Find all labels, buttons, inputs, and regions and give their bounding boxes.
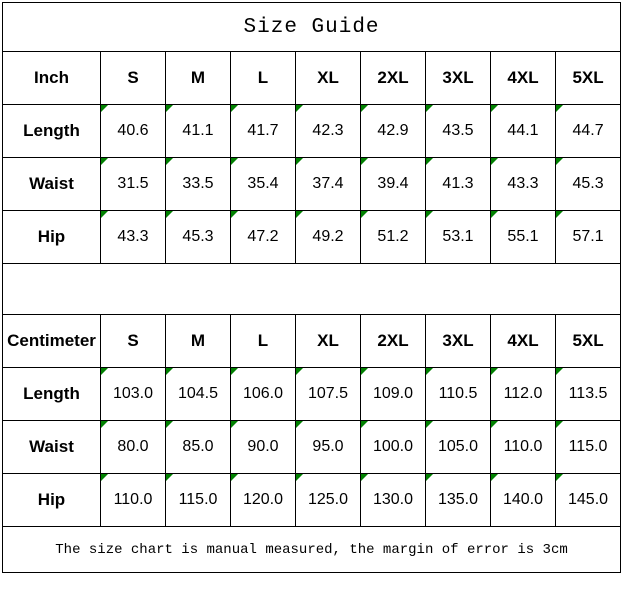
value-cell — [231, 474, 296, 527]
size-header-s: S — [101, 315, 166, 368]
value-cell — [101, 158, 166, 211]
value-text: 110.0 — [503, 438, 543, 455]
value-text: 41.3 — [442, 175, 474, 192]
inch-table-row-hip — [3, 211, 621, 264]
cell-corner-flag-icon — [426, 421, 433, 428]
cell-corner-flag-icon — [166, 211, 173, 218]
cell-corner-flag-icon — [231, 474, 238, 481]
value-cell — [556, 105, 621, 158]
cell-corner-flag-icon — [426, 474, 433, 481]
cell-corner-flag-icon — [556, 368, 563, 375]
cell-corner-flag-icon — [296, 474, 303, 481]
value-cell — [491, 211, 556, 264]
cell-corner-flag-icon — [556, 105, 563, 112]
size-header-3xl: 3XL — [426, 52, 491, 105]
value-cell — [426, 421, 491, 474]
value-text: 44.7 — [572, 122, 604, 139]
cm-table-row-hip — [3, 474, 621, 527]
value-text: 49.2 — [312, 228, 344, 245]
cell-corner-flag-icon — [296, 421, 303, 428]
value-cell — [296, 158, 361, 211]
footer-note: The size chart is manual measured, the margin of error is 3cm — [3, 527, 621, 573]
value-text: 140.0 — [502, 491, 544, 508]
size-guide-table — [2, 2, 621, 573]
value-text: 43.3 — [507, 175, 539, 192]
spacer-cell — [3, 264, 621, 315]
value-text: 95.0 — [312, 438, 344, 455]
value-cell — [491, 421, 556, 474]
row-label: Length — [3, 368, 101, 421]
size-header-4xl: 4XL — [491, 52, 556, 105]
cell-corner-flag-icon — [231, 105, 238, 112]
value-cell — [101, 474, 166, 527]
value-cell — [361, 105, 426, 158]
value-text: 39.4 — [377, 175, 409, 192]
value-text: 45.3 — [182, 228, 214, 245]
value-text: 80.0 — [117, 438, 149, 455]
value-cell — [556, 474, 621, 527]
value-cell — [166, 105, 231, 158]
value-text: 115.0 — [178, 491, 218, 508]
cm-table-header-row — [3, 315, 621, 368]
value-cell — [231, 368, 296, 421]
value-cell — [231, 421, 296, 474]
size-header-m: M — [166, 52, 231, 105]
cell-corner-flag-icon — [556, 421, 563, 428]
spacer-row — [3, 264, 621, 315]
cell-corner-flag-icon — [556, 211, 563, 218]
spacer-section — [3, 264, 621, 315]
value-text: 90.0 — [247, 438, 279, 455]
footer-row — [3, 527, 621, 573]
cell-corner-flag-icon — [296, 158, 303, 165]
value-cell — [361, 474, 426, 527]
value-cell — [101, 421, 166, 474]
title-row — [3, 3, 621, 52]
value-cell — [166, 474, 231, 527]
value-text: 43.3 — [117, 228, 149, 245]
value-cell — [556, 211, 621, 264]
cell-corner-flag-icon — [361, 368, 368, 375]
cell-corner-flag-icon — [101, 158, 108, 165]
size-header-xl: XL — [296, 52, 361, 105]
size-header-xl: XL — [296, 315, 361, 368]
size-header-l: L — [231, 52, 296, 105]
inch-table-row-waist — [3, 158, 621, 211]
value-text: 57.1 — [572, 228, 604, 245]
cell-corner-flag-icon — [491, 474, 498, 481]
value-cell — [166, 368, 231, 421]
value-text: 55.1 — [507, 228, 539, 245]
row-label: Waist — [3, 421, 101, 474]
value-cell — [296, 368, 361, 421]
page-title: Size Guide — [3, 3, 621, 52]
value-text: 120.0 — [242, 491, 284, 508]
unit-label: Centimeter — [3, 315, 101, 368]
value-cell — [361, 211, 426, 264]
cell-corner-flag-icon — [231, 368, 238, 375]
cell-corner-flag-icon — [556, 158, 563, 165]
value-text: 112.0 — [503, 385, 543, 402]
cell-corner-flag-icon — [231, 421, 238, 428]
value-text: 44.1 — [507, 122, 539, 139]
size-header-3xl: 3XL — [426, 315, 491, 368]
size-header-s: S — [101, 52, 166, 105]
inch-section — [3, 52, 621, 264]
size-header-2xl: 2XL — [361, 315, 426, 368]
cell-corner-flag-icon — [491, 105, 498, 112]
cell-corner-flag-icon — [426, 158, 433, 165]
value-cell — [491, 158, 556, 211]
value-text: 37.4 — [312, 175, 344, 192]
value-text: 85.0 — [182, 438, 214, 455]
value-cell — [296, 421, 361, 474]
value-text: 43.5 — [442, 122, 474, 139]
value-text: 125.0 — [307, 491, 349, 508]
value-text: 104.5 — [177, 385, 219, 402]
value-cell — [556, 158, 621, 211]
cell-corner-flag-icon — [491, 368, 498, 375]
value-text: 100.0 — [372, 438, 414, 455]
cell-corner-flag-icon — [426, 211, 433, 218]
cell-corner-flag-icon — [296, 368, 303, 375]
cell-corner-flag-icon — [231, 211, 238, 218]
cell-corner-flag-icon — [361, 421, 368, 428]
cell-corner-flag-icon — [361, 211, 368, 218]
value-cell — [556, 368, 621, 421]
inch-table-header-row — [3, 52, 621, 105]
value-text: 145.0 — [568, 491, 609, 508]
row-label: Waist — [3, 158, 101, 211]
value-text: 135.0 — [437, 491, 479, 508]
value-cell — [361, 158, 426, 211]
cell-corner-flag-icon — [166, 158, 173, 165]
cell-corner-flag-icon — [296, 105, 303, 112]
cell-corner-flag-icon — [101, 211, 108, 218]
value-text: 107.5 — [307, 385, 349, 402]
cell-corner-flag-icon — [491, 421, 498, 428]
value-cell — [426, 158, 491, 211]
cell-corner-flag-icon — [426, 105, 433, 112]
cell-corner-flag-icon — [166, 474, 173, 481]
cell-corner-flag-icon — [491, 211, 498, 218]
cell-corner-flag-icon — [101, 368, 108, 375]
value-text: 41.7 — [247, 122, 279, 139]
row-label: Hip — [3, 474, 101, 527]
value-cell — [296, 105, 361, 158]
value-cell — [296, 211, 361, 264]
size-header-5xl: 5XL — [556, 52, 621, 105]
value-text: 40.6 — [117, 122, 149, 139]
value-cell — [491, 368, 556, 421]
cell-corner-flag-icon — [491, 158, 498, 165]
value-cell — [101, 105, 166, 158]
value-cell — [426, 105, 491, 158]
value-text: 42.9 — [377, 122, 409, 139]
value-cell — [361, 368, 426, 421]
value-cell — [361, 421, 426, 474]
centimeter-section — [3, 315, 621, 527]
value-text: 53.1 — [442, 228, 474, 245]
value-text: 45.3 — [572, 175, 604, 192]
cell-corner-flag-icon — [361, 474, 368, 481]
size-header-m: M — [166, 315, 231, 368]
value-text: 105.0 — [437, 438, 479, 455]
value-cell — [231, 158, 296, 211]
cell-corner-flag-icon — [361, 158, 368, 165]
value-text: 31.5 — [117, 175, 149, 192]
cell-corner-flag-icon — [231, 158, 238, 165]
cell-corner-flag-icon — [101, 421, 108, 428]
value-text: 109.0 — [372, 385, 414, 402]
cell-corner-flag-icon — [101, 105, 108, 112]
value-text: 115.0 — [568, 438, 608, 455]
value-cell — [231, 211, 296, 264]
value-text: 41.1 — [182, 122, 214, 139]
value-text: 130.0 — [372, 491, 414, 508]
value-text: 110.5 — [438, 385, 478, 402]
size-header-l: L — [231, 315, 296, 368]
cm-table-row-waist — [3, 421, 621, 474]
unit-label: Inch — [3, 52, 101, 105]
cell-corner-flag-icon — [166, 368, 173, 375]
value-text: 113.5 — [568, 385, 608, 402]
inch-table-row-length — [3, 105, 621, 158]
cm-table-row-length — [3, 368, 621, 421]
footer-section — [3, 527, 621, 573]
value-cell — [426, 211, 491, 264]
value-cell — [166, 158, 231, 211]
value-text: 106.0 — [242, 385, 284, 402]
value-text: 33.5 — [182, 175, 214, 192]
value-cell — [426, 474, 491, 527]
value-cell — [296, 474, 361, 527]
value-text: 42.3 — [312, 122, 344, 139]
value-cell — [491, 474, 556, 527]
size-header-4xl: 4XL — [491, 315, 556, 368]
row-label: Hip — [3, 211, 101, 264]
size-header-5xl: 5XL — [556, 315, 621, 368]
title-section — [3, 3, 621, 52]
cell-corner-flag-icon — [361, 105, 368, 112]
value-text: 103.0 — [112, 385, 154, 402]
value-text: 35.4 — [247, 175, 279, 192]
cell-corner-flag-icon — [101, 474, 108, 481]
cell-corner-flag-icon — [426, 368, 433, 375]
value-cell — [231, 105, 296, 158]
cell-corner-flag-icon — [166, 421, 173, 428]
value-cell — [101, 211, 166, 264]
value-cell — [166, 421, 231, 474]
value-cell — [101, 368, 166, 421]
value-text: 110.0 — [113, 491, 153, 508]
value-text: 47.2 — [247, 228, 279, 245]
size-header-2xl: 2XL — [361, 52, 426, 105]
cell-corner-flag-icon — [296, 211, 303, 218]
value-cell — [166, 211, 231, 264]
value-cell — [426, 368, 491, 421]
value-text: 51.2 — [377, 228, 409, 245]
cell-corner-flag-icon — [166, 105, 173, 112]
value-cell — [491, 105, 556, 158]
row-label: Length — [3, 105, 101, 158]
cell-corner-flag-icon — [556, 474, 563, 481]
value-cell — [556, 421, 621, 474]
